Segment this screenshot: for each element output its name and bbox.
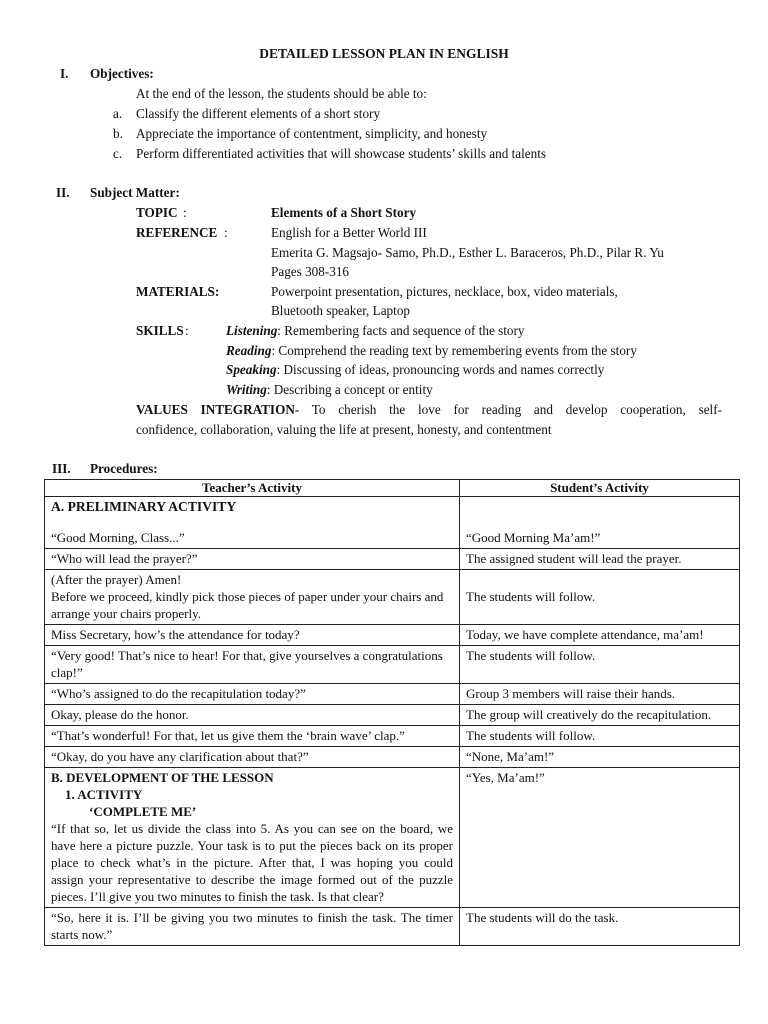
- student-cell: The group will creatively do the recapitulation.: [460, 705, 740, 726]
- student-cell: “Yes, Ma’am!”: [460, 768, 740, 908]
- table-row: [45, 549, 740, 570]
- skill-name: Writing: [226, 382, 267, 397]
- teacher-text: “Good Morning, Class...”: [51, 530, 185, 545]
- procedures-number: III.: [52, 461, 71, 476]
- objectives-heading: Objectives:: [90, 66, 154, 81]
- subject-number: II.: [56, 185, 70, 200]
- skill-speaking: [226, 360, 604, 379]
- student-cell: The students will follow.: [460, 726, 740, 747]
- skill-text: : Comprehend the reading text by remembering events from the story: [271, 343, 637, 358]
- student-cell: [460, 497, 740, 549]
- table-row: [45, 726, 740, 747]
- objective-item: Perform differentiated activities that will showcase students’ skills and talents: [136, 146, 547, 161]
- activity-name: ‘COMPLETE ME’: [89, 804, 197, 819]
- skills-label: SKILLS: [136, 323, 184, 338]
- skills-colon: :: [185, 323, 189, 338]
- skill-text: : Remembering facts and sequence of the story: [277, 323, 525, 338]
- table-row: [45, 570, 740, 625]
- table-row: [45, 908, 740, 946]
- skill-text: : Describing a concept or entity: [266, 382, 433, 397]
- skill-listening: [226, 321, 524, 340]
- section-b-heading: B. DEVELOPMENT OF THE LESSON: [51, 770, 274, 785]
- teacher-cell: “Who will lead the prayer?”: [45, 549, 460, 570]
- student-cell: Group 3 members will raise their hands.: [460, 684, 740, 705]
- teacher-cell: “Who’s assigned to do the recapitulation today?”: [45, 684, 460, 705]
- table-header-row: [45, 480, 740, 497]
- student-cell: “None, Ma’am!”: [460, 747, 740, 768]
- objective-marker: b.: [113, 126, 123, 141]
- objective-marker: a.: [113, 106, 123, 121]
- table-row: [45, 768, 740, 908]
- reference-line: Pages 308-316: [271, 264, 350, 279]
- table-row: [45, 684, 740, 705]
- materials-line: Bluetooth speaker, Laptop: [271, 303, 411, 318]
- teacher-cell: Miss Secretary, how’s the attendance for today?: [45, 625, 460, 646]
- values-label: VALUES INTEGRATION: [136, 402, 295, 417]
- student-cell: Today, we have complete attendance, ma’am!: [460, 625, 740, 646]
- table-row: [45, 747, 740, 768]
- table-row: [45, 705, 740, 726]
- skill-name: Listening: [226, 323, 278, 338]
- student-text: “Good Morning Ma’am!”: [466, 530, 601, 545]
- values-text: - To cherish the love for reading and develop cooperation, self-: [294, 402, 723, 417]
- objective-marker: c.: [113, 146, 123, 161]
- teacher-cell: “Very good! That’s nice to hear! For that, give yourselves a congratulations clap!”: [45, 646, 460, 684]
- student-column-header: Student’s Activity: [460, 480, 740, 497]
- activity-label: 1. ACTIVITY: [65, 787, 143, 802]
- student-cell: The students will follow.: [460, 646, 740, 684]
- teacher-cell: Okay, please do the honor.: [45, 705, 460, 726]
- reference-label: REFERENCE: [136, 225, 218, 240]
- teacher-cell: [45, 497, 460, 549]
- reference-line: Emerita G. Magsajo- Samo, Ph.D., Esther L. Baraceros, Ph.D., Pilar R. Yu: [271, 245, 664, 260]
- skill-name: Reading: [226, 343, 272, 358]
- teacher-text: Before we proceed, kindly pick those pieces of paper under your chairs and arrange your chairs properly.: [51, 589, 444, 621]
- teacher-cell: [45, 768, 460, 908]
- table-row: [45, 646, 740, 684]
- page-title: DETAILED LESSON PLAN IN ENGLISH: [259, 46, 509, 61]
- teacher-cell: “That’s wonderful! For that, let us give them the ‘brain wave’ clap.”: [45, 726, 460, 747]
- procedures-table: [44, 479, 740, 946]
- teacher-column-header: Teacher’s Activity: [45, 480, 460, 497]
- values-integration: [136, 400, 722, 419]
- objectives-intro: At the end of the lesson, the students should be able to:: [136, 86, 427, 101]
- procedures-heading: Procedures:: [90, 461, 158, 476]
- objective-item: Classify the different elements of a short story: [136, 106, 381, 121]
- teacher-text: (After the prayer) Amen!: [51, 572, 182, 587]
- student-cell: The assigned student will lead the prayer.: [460, 549, 740, 570]
- objective-item: Appreciate the importance of contentment, simplicity, and honesty: [136, 126, 488, 141]
- student-cell: The students will do the task.: [460, 908, 740, 946]
- table-row: [45, 497, 740, 549]
- section-a-heading: A. PRELIMINARY ACTIVITY: [51, 499, 237, 514]
- skill-reading: [226, 341, 637, 360]
- subject-heading: Subject Matter:: [90, 185, 180, 200]
- topic-value: Elements of a Short Story: [271, 205, 417, 220]
- teacher-cell: “So, here it is. I’ll be giving you two minutes to finish the task. The timer starts now.”: [45, 908, 460, 946]
- topic-colon: :: [183, 205, 187, 220]
- teacher-cell: “Okay, do you have any clarification about that?”: [45, 747, 460, 768]
- skill-writing: [226, 380, 433, 399]
- skill-name: Speaking: [226, 362, 277, 377]
- activity-instructions: “If that so, let us divide the class into 5. As you can see on the board, we have here a picture puzzle. Your task is to put the pieces back on its proper place to check what’s in the picture. After that, I was hoping you could assign your representative to describe the image formed out of the puzzle pieces. I’ll give you two minutes to finish the task. Is that clear?: [51, 821, 453, 904]
- reference-line: English for a Better World III: [271, 225, 427, 240]
- table-row: [45, 625, 740, 646]
- student-cell: The students will follow.: [460, 570, 740, 625]
- reference-colon: :: [224, 225, 228, 240]
- teacher-cell: [45, 570, 460, 625]
- values-text-continued: confidence, collaboration, valuing the life at present, honesty, and contentment: [136, 422, 552, 437]
- objectives-number: I.: [60, 66, 69, 81]
- materials-label: MATERIALS:: [136, 284, 220, 299]
- skill-text: : Discussing of ideas, pronouncing words and names correctly: [276, 362, 605, 377]
- materials-line: Powerpoint presentation, pictures, necklace, box, video materials,: [271, 284, 618, 299]
- topic-label: TOPIC: [136, 205, 178, 220]
